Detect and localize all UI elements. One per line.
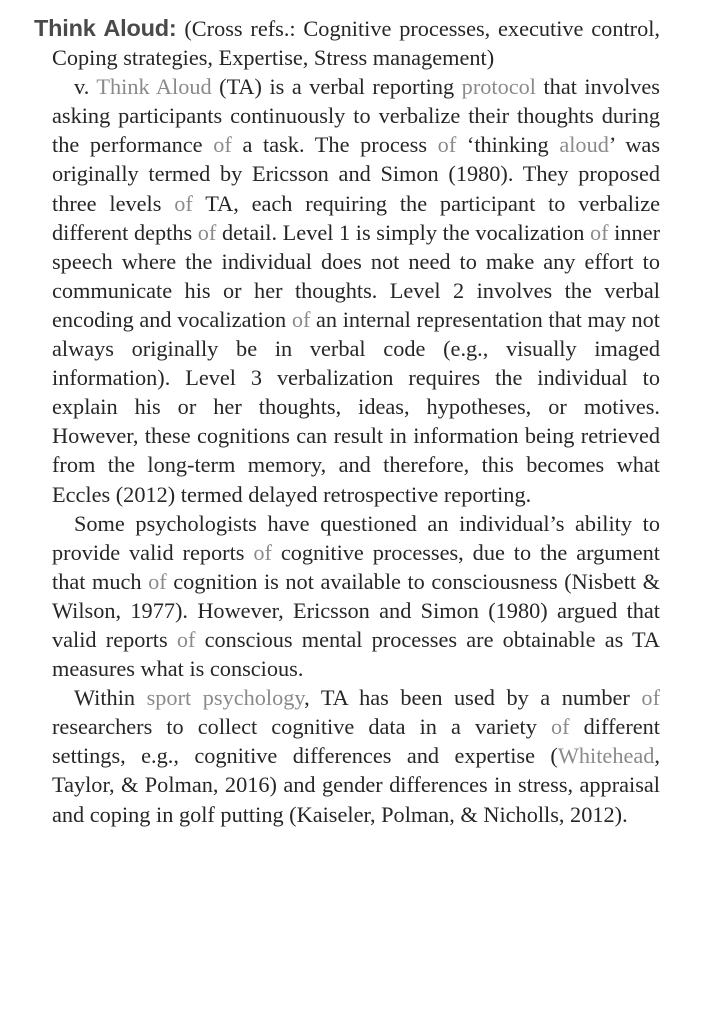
body-text: , Taylor, & Polman, 2016) and gender differences in stress, appraisal and coping in golf putting (Kaiseler, Polman, & Nicholls, 2012). (52, 743, 660, 827)
body-text: , TA has been used by a number (304, 685, 642, 711)
cross-link-text[interactable]: of (176, 626, 196, 652)
cross-link-text[interactable]: of (291, 306, 311, 332)
cross-link-text[interactable]: sport psychology (146, 685, 305, 711)
cross-link-text[interactable]: Whitehead (557, 743, 655, 769)
cross-link-text[interactable]: of (590, 219, 609, 245)
cross-link-text[interactable]: of (174, 190, 193, 216)
body-text: ‘thinking (456, 132, 560, 158)
cross-link-text[interactable]: of (437, 132, 457, 158)
body-text: cognitive processes, due to the argument that much (52, 539, 660, 594)
body-text: that involves asking participants continuously to verbalize their thoughts during the performance (52, 74, 660, 158)
body-text: inner speech where the individual does not need to make any effort to communicate his or her thoughts. Level 2 involves the verbal encoding and vocalization (52, 219, 660, 332)
body-text: researchers to collect cognitive data in a variety (52, 714, 551, 740)
body-text: a task. The process (231, 132, 438, 158)
body-text: (TA) is a verbal reporting (211, 74, 462, 100)
body-text: conscious mental processes are obtainable as TA measures what is conscious. (52, 626, 660, 682)
body-text: ’ was originally termed by Ericsson and Simon (1980). They proposed three levels (52, 132, 661, 216)
cross-link-text[interactable]: of (197, 219, 217, 245)
body-text: v. (74, 74, 97, 100)
cross-link-text[interactable]: of (253, 539, 272, 565)
cross-references: (Cross refs.: Cognitive processes, executive control, Coping strategies, Expertise, Stress management) (52, 16, 660, 71)
cross-link-text[interactable]: aloud (559, 132, 609, 158)
body-text: TA, each requiring the participant to verbalize different depths (52, 190, 660, 245)
body-text: Within (74, 685, 147, 711)
body-text: detail. Level 1 is simply the vocalization (216, 219, 590, 245)
cross-link-text[interactable]: of (641, 685, 660, 711)
body-text: an internal representation that may not always originally be in verbal code (e.g., visually imaged information). Level 3 verbalization requires the individual to explain his or her thoughts, ideas, hypotheses, or motives. However, these cognitions can result in information being retrieved from the long-term memory, and therefore, this becomes what Eccles (2012) termed delayed retrospective reporting. (52, 306, 660, 507)
entry-heading (34, 14, 660, 72)
paragraph-sport-psychology (52, 683, 660, 828)
cross-link-text[interactable]: of (550, 714, 570, 740)
cross-link-text[interactable]: of (148, 568, 167, 594)
body-text: cognition is not available to consciousness (Nisbett & Wilson, 1977). However, Ericsson and Simon (1980) argued that valid reports (52, 568, 660, 652)
cross-link-text[interactable]: Think Aloud (96, 74, 212, 100)
paragraph-definition (52, 72, 660, 508)
body-text: different settings, e.g., cognitive differences and expertise ( (52, 714, 660, 769)
entry-term: Think Aloud: (34, 15, 177, 41)
cross-link-text[interactable]: protocol (461, 74, 536, 100)
paragraph-validity (52, 509, 660, 684)
body-text: Some psychologists have questioned an individual’s ability to provide valid reports (52, 510, 660, 565)
cross-link-text[interactable]: of (213, 132, 232, 158)
